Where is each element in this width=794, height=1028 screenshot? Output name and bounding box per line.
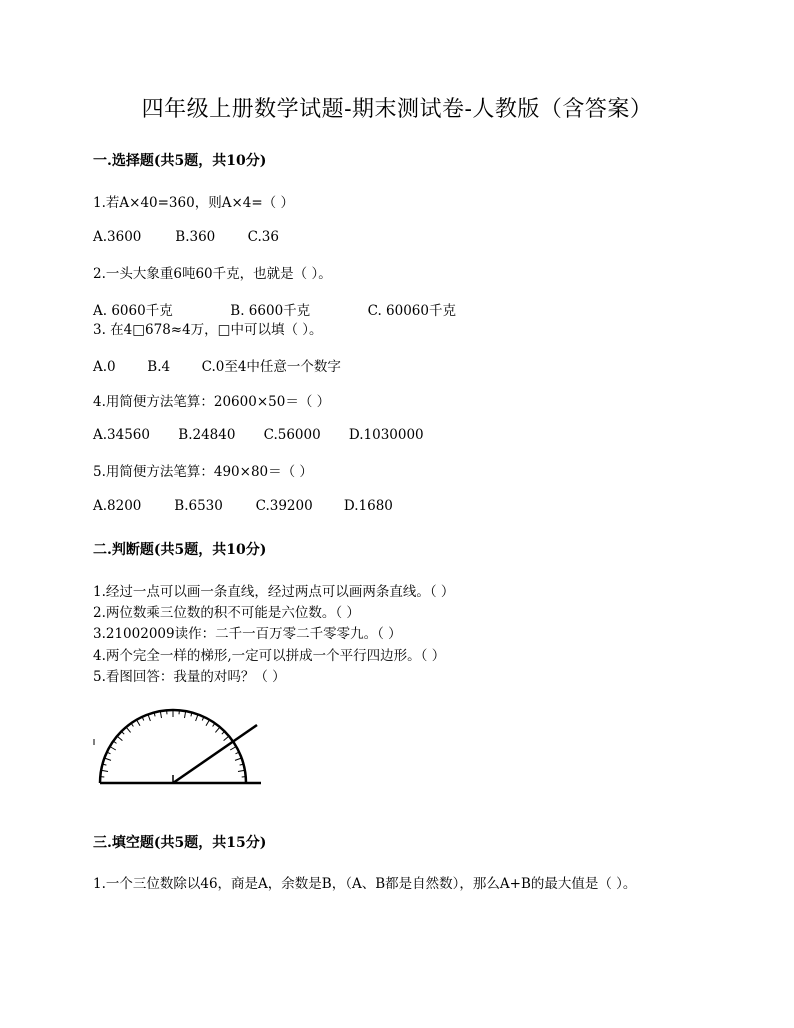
option-c: C.39200 <box>255 498 313 514</box>
question-2-2: 2.两位数乘三位数的积不可能是六位数。（ ） <box>93 605 360 621</box>
protractor-figure <box>93 705 268 791</box>
options-1-3 <box>93 355 341 375</box>
page-title: 四年级上册数学试题-期末测试卷-人教版（含答案） <box>141 97 653 122</box>
option-b: B.24840 <box>178 427 236 443</box>
option-d: D.1030000 <box>348 427 424 443</box>
option-c: C. 60060千克 <box>367 303 456 319</box>
section-heading-choice: 一.选择题(共5题，共10分) <box>93 153 267 169</box>
question-1-2: 2.一头大象重6吨60千克，也就是（ ）。 <box>93 266 332 282</box>
protractor-tick <box>104 758 111 760</box>
section-heading-fill: 三.填空题(共5题，共15分) <box>93 835 267 851</box>
option-c: C.36 <box>247 229 279 245</box>
option-d: D.1680 <box>343 498 393 514</box>
option-a: A.3600 <box>93 229 142 245</box>
option-b: B. 6600千克 <box>230 303 311 319</box>
question-3-1: 1.一个三位数除以46，商是A，余数是B，（A、B都是自然数），那么A+B的最大值是（ ）。 <box>93 876 637 892</box>
option-a: A. 6060千克 <box>93 303 173 319</box>
options-1-4 <box>93 427 424 443</box>
options-1-5 <box>93 498 393 514</box>
question-2-1: 1.经过一点可以画一条直线，经过两点可以画两条直线。（ ） <box>93 584 455 600</box>
section-heading-judge: 二.判断题(共5题，共10分) <box>93 542 267 558</box>
option-a: A.0 <box>93 359 116 375</box>
question-2-5: 5.看图回答：我量的对吗？（ ） <box>93 669 286 685</box>
question-2-3: 3.21002009读作：二千一百万零二千零零九。（ ） <box>93 626 402 642</box>
options-1-1 <box>93 229 279 245</box>
option-c: C.56000 <box>263 427 321 443</box>
option-c: C.0至4中任意一个数字 <box>201 359 341 375</box>
question-1-3: 3. 在4□678≈4万，□中可以填（ ）。 <box>93 322 323 338</box>
question-2-4: 4.两个完全一样的梯形,一定可以拼成一个平行四边形。（ ） <box>93 648 446 664</box>
option-a: A.8200 <box>93 498 142 514</box>
question-1-5: 5.用简便方法笔算：490×80＝（ ） <box>93 464 313 480</box>
option-b: B.360 <box>175 229 216 245</box>
protractor-tick <box>235 758 242 760</box>
option-a: A.34560 <box>93 427 150 443</box>
question-1-4: 4.用简便方法笔算：20600×50＝（ ） <box>93 394 331 410</box>
option-b: B.6530 <box>174 498 223 514</box>
question-1-1: 1.若A×40=360，则A×4=（ ） <box>93 195 294 211</box>
option-b: B.4 <box>147 359 171 375</box>
options-1-2 <box>93 299 456 319</box>
